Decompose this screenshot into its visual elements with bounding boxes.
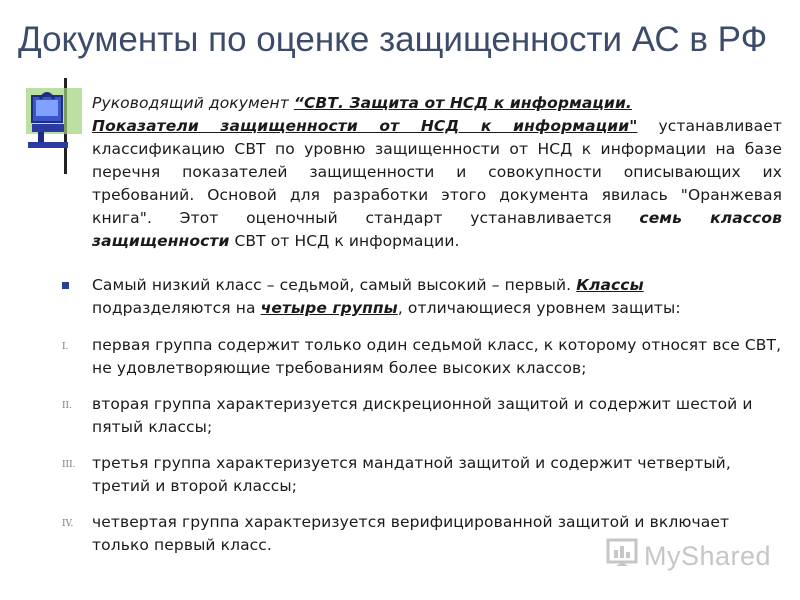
group-item: третья группа характеризуется мандатной защитой и содержит четвертый, третий и второй классы;	[92, 454, 731, 495]
bullet-text-a: Самый низкий класс – седьмой, самый высокий – первый.	[92, 276, 577, 294]
document-title-line2: Показатели защищенности от НСД к информации"	[92, 117, 638, 135]
intro-text: устанавливает классификацию СВТ по уровню защищенности от НСД к информации на базе перечня показателей защищенности и совокупности описывающих их требований. Основой для разработки этого документа явилась "Оранжевая книга". Этот оценочный стандарт устанавливается	[92, 117, 782, 227]
bullet-emphasis-classes: Классы	[576, 276, 644, 294]
group-item: четвертая группа характеризуется верифицированной защитой и включает только первый класс.	[92, 513, 730, 554]
watermark-logo-icon	[606, 536, 640, 576]
intro-lead: Руководящий документ	[92, 94, 294, 112]
group-number: II.	[62, 401, 72, 411]
group-number: I.	[62, 342, 69, 352]
intro-paragraph	[92, 92, 782, 253]
bullet-marker	[62, 282, 69, 289]
group-number: IV.	[62, 519, 74, 529]
bullet-text-b: подразделяются на	[92, 299, 261, 317]
computer-security-icon	[24, 78, 84, 178]
group-number: III.	[62, 460, 76, 470]
bullet-emphasis-groups: четыре группы	[260, 299, 398, 317]
intro-emphasis: семь классов защищенности	[92, 209, 782, 250]
intro-tail: СВТ от НСД к информации.	[229, 232, 460, 250]
watermark	[606, 536, 771, 576]
watermark-text: MyShared	[644, 540, 772, 571]
bullet-paragraph	[92, 274, 782, 320]
bullet-text-c: , отличающиеся уровнем защиты:	[397, 299, 681, 317]
group-item: первая группа содержит только один седьмой класс, к которому относят все СВТ, не удовлетворяющие требованиям более высоких классов;	[92, 336, 782, 377]
slide-title: Документы по оценке защищенности АС в РФ	[18, 20, 768, 59]
document-title-line1: “СВТ. Защита от НСД к информации.	[293, 94, 632, 112]
group-item: вторая группа характеризуется дискреционной защитой и содержит шестой и пятый классы;	[92, 395, 753, 436]
